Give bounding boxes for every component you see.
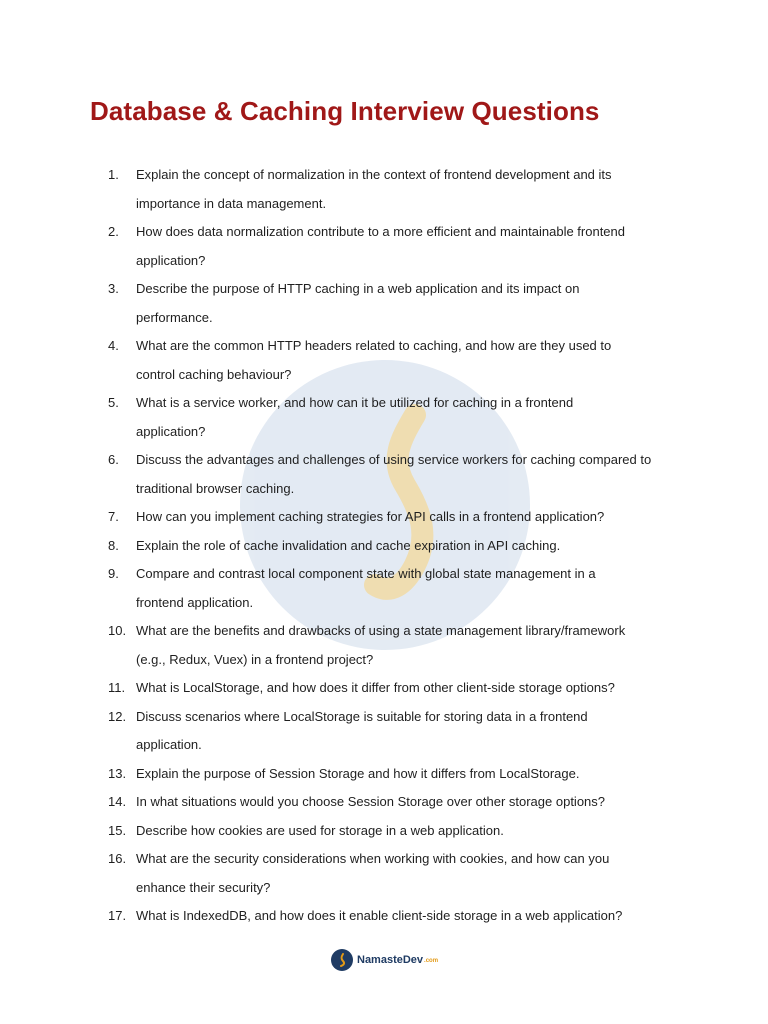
- question-item: [108, 560, 688, 617]
- question-text-line: What is IndexedDB, and how does it enable client-side storage in a web application?: [136, 908, 623, 923]
- question-text-line: Discuss the advantages and challenges of using service workers for caching compared to: [136, 452, 652, 467]
- logo-suffix: .com: [424, 958, 439, 964]
- question-item: [108, 817, 688, 846]
- question-number: 6.: [108, 452, 119, 467]
- question-number: 3.: [108, 281, 119, 296]
- logo-mark-icon: [331, 949, 353, 971]
- question-text-line: How can you implement caching strategies for API calls in a frontend application?: [136, 509, 605, 524]
- question-item: [108, 532, 688, 561]
- question-item: [108, 161, 688, 218]
- question-text-line: application.: [136, 737, 202, 752]
- question-text-line: What are the benefits and drawbacks of using a state management library/framework: [136, 623, 626, 638]
- question-number: 4.: [108, 338, 119, 353]
- namastedev-logo-icon: [331, 949, 353, 971]
- question-number: 14.: [108, 794, 127, 809]
- question-item: [108, 703, 688, 760]
- question-number: 16.: [108, 851, 127, 866]
- question-number: 5.: [108, 395, 119, 410]
- question-text-line: What are the security considerations when working with cookies, and how can you: [136, 851, 610, 866]
- question-text-line: Describe how cookies are used for storage in a web application.: [136, 822, 504, 838]
- question-item: [108, 332, 688, 389]
- question-item: [108, 902, 688, 931]
- question-number: 17.: [108, 908, 127, 923]
- question-text-line: importance in data management.: [136, 195, 327, 211]
- question-text-line: Explain the purpose of Session Storage and how it differs from LocalStorage.: [136, 765, 580, 781]
- page-title: Database & Caching Interview Questions: [90, 96, 600, 126]
- question-item: [108, 503, 688, 532]
- question-item: [108, 446, 688, 503]
- question-text-line: traditional browser caching.: [136, 480, 295, 496]
- question-text-line: performance.: [136, 309, 213, 325]
- question-text-line: Compare and contrast local component state with global state management in a: [136, 566, 596, 581]
- question-text-line: control caching behaviour?: [136, 366, 292, 382]
- question-number: 9.: [108, 566, 119, 581]
- question-item: [108, 218, 688, 275]
- question-number: 2.: [108, 224, 119, 239]
- question-text-line: enhance their security?: [136, 879, 271, 895]
- question-number: 7.: [108, 509, 119, 524]
- question-text-line: How does data normalization contribute to a more efficient and maintainable frontend: [136, 224, 625, 239]
- question-text-line: What are the common HTTP headers related to caching, and how are they used to: [136, 338, 612, 353]
- question-text-line: Explain the concept of normalization in the context of frontend development and its: [136, 167, 612, 182]
- question-number: 15.: [108, 822, 127, 838]
- question-number: 12.: [108, 708, 127, 724]
- question-text-line: frontend application.: [136, 594, 254, 610]
- question-number: 1.: [108, 167, 119, 182]
- question-text-line: Describe the purpose of HTTP caching in a web application and its impact on: [136, 281, 580, 296]
- question-item: [108, 617, 688, 674]
- question-text-line: application?: [136, 252, 206, 268]
- question-text-line: What is a service worker, and how can it be utilized for caching in a frontend: [136, 395, 574, 410]
- question-item: [108, 389, 688, 446]
- footer-logo: [331, 949, 438, 971]
- question-text-line: (e.g., Redux, Vuex) in a frontend project?: [136, 651, 374, 667]
- question-text-line: Explain the role of cache invalidation and cache expiration in API caching.: [136, 537, 561, 553]
- logo-text: NamasteDev: [357, 954, 424, 966]
- question-item: [108, 788, 688, 817]
- question-item: [108, 674, 688, 703]
- question-number: 13.: [108, 765, 127, 781]
- question-text-line: In what situations would you choose Session Storage over other storage options?: [136, 794, 606, 809]
- question-number: 10.: [108, 623, 127, 638]
- question-number: 11.: [108, 680, 126, 695]
- question-text-line: Discuss scenarios where LocalStorage is suitable for storing data in a frontend: [136, 708, 588, 724]
- question-text-line: application?: [136, 423, 206, 439]
- question-list: [108, 161, 688, 931]
- question-text-line: What is LocalStorage, and how does it differ from other client-side storage options?: [136, 680, 615, 695]
- question-number: 8.: [108, 537, 119, 553]
- question-item: [108, 845, 688, 902]
- question-item: [108, 760, 688, 789]
- question-item: [108, 275, 688, 332]
